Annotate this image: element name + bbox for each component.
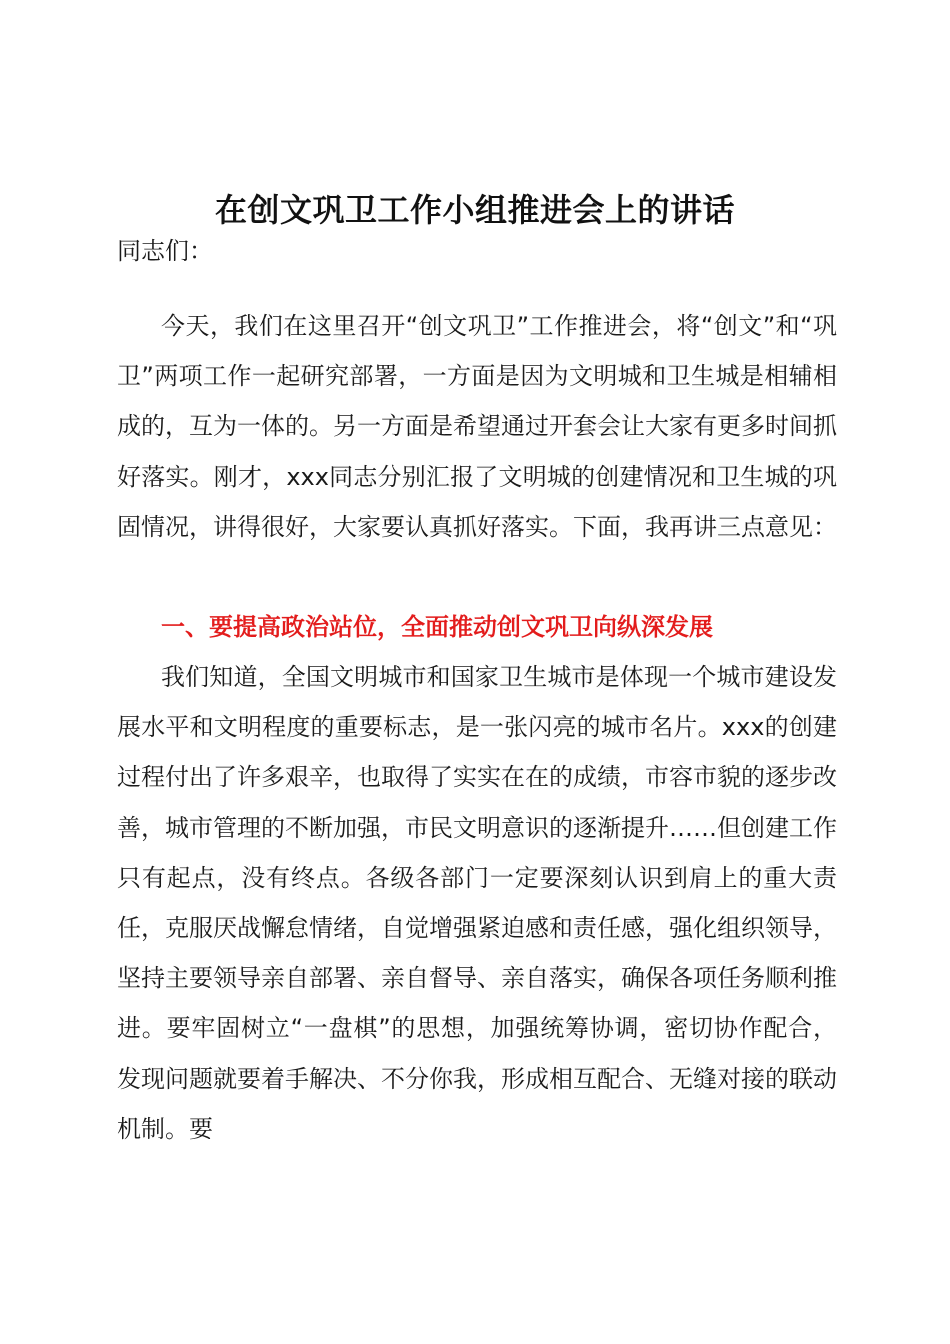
section-heading: 一、要提高政治站位，全面推动创文巩卫向纵深发展 bbox=[161, 613, 713, 641]
paragraph-opening: 今天，我们在这里召开“创文巩卫”工作推进会，将“创文”和“巩卫”两项工作一起研究部署，一方面是因为文明城和卫生城是相辅相成的，互为一体的。另一方面是希望通过开套会让大家有更多时间抓好落实。刚才，xxx同志分别汇报了文明城的创建情况和卫生城的巩固情况，讲得很好，大家要认真抓好落实。下面，我再讲三点意见： bbox=[117, 312, 837, 541]
document-title: 在创文巩卫工作小组推进会上的讲话 bbox=[214, 191, 735, 229]
paragraph-body: 我们知道，全国文明城市和国家卫生城市是体现一个城市建设发展水平和文明程度的重要标志，是一张闪亮的城市名片。xxx的创建过程付出了许多艰辛，也取得了实实在在的成绩，市容市貌的逐步改善，城市管理的不断加强，市民文明意识的逐渐提升……但创建工作只有起点，没有终点。各级各部门一定要深刻认识到肩上的重大责任，克服厌战懈怠情绪，自觉增强紧迫感和责任感，强化组织领导，坚持主要领导亲自部署、亲自督导、亲自落实，确保各项任务顺利推进。要牢固树立“一盘棋”的思想，加强统筹协调，密切协作配合，发现问题就要着手解决、不分你我，形成相互配合、无缝对接的联动机制。要 bbox=[117, 663, 837, 1143]
salutation: 同志们： bbox=[117, 237, 213, 265]
